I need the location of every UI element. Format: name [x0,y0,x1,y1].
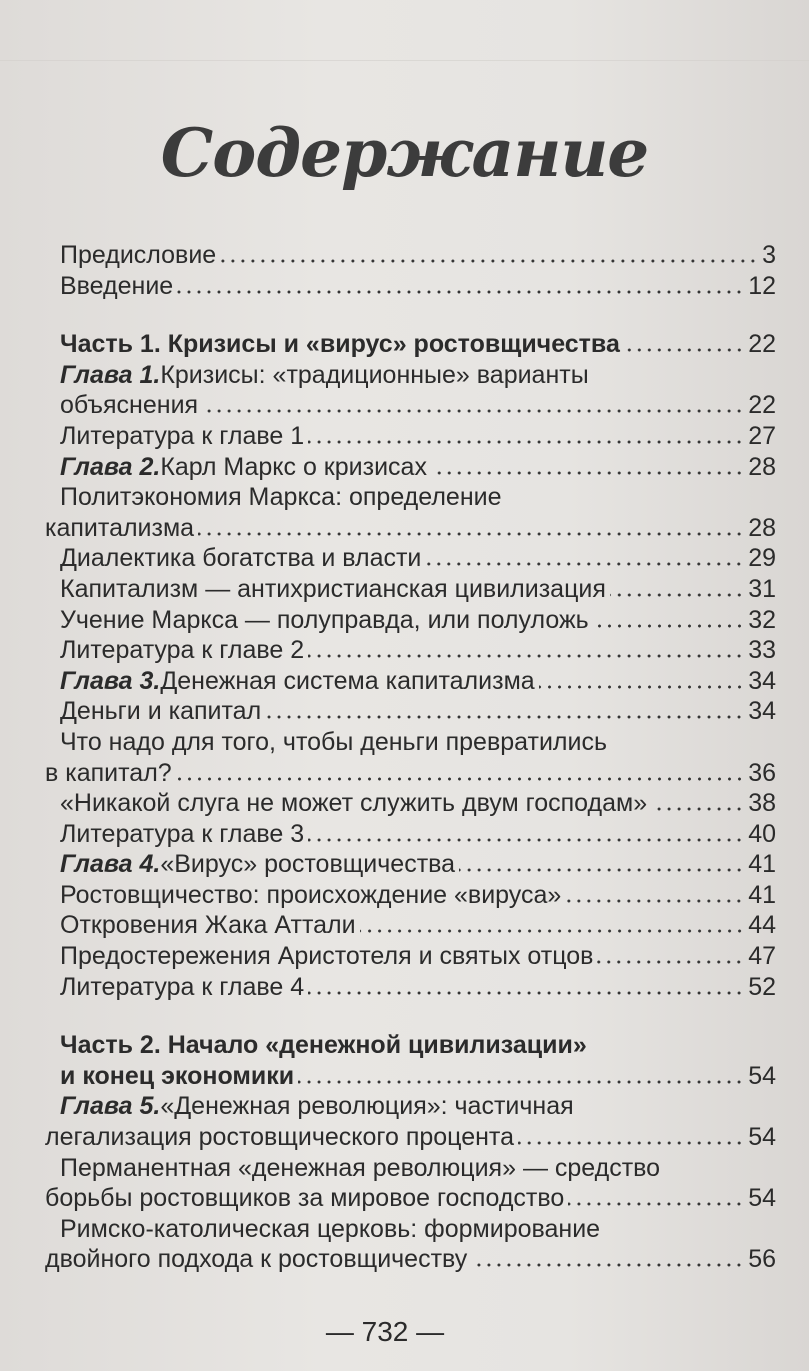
page-ref: 22 [748,391,776,420]
dot-leader [308,838,744,842]
toc-entry[interactable] [60,880,776,911]
dot-leader [459,868,744,872]
toc-entry[interactable] [60,452,776,483]
dot-leader [202,409,744,413]
toc-line [60,452,776,483]
toc-line [60,421,776,452]
entry-title: Политэкономия Маркса: определение [60,483,502,512]
toc-entry[interactable] [60,605,776,636]
entry-title: Римско-католическая церковь: формирование [60,1214,601,1243]
page-ref: 29 [748,544,776,573]
toc-entry[interactable] [60,421,776,452]
dot-leader [360,929,745,933]
entry-title: легализация ростовщического процента [45,1123,514,1152]
dot-leader [265,715,744,719]
page-ref: 56 [748,1245,776,1274]
entry-title: Откровения Жака Аттали [60,911,356,940]
toc-line [60,727,776,758]
entry-title: «Вирус» ростовщичества [160,850,456,879]
dot-leader [308,440,744,444]
dot-leader [431,471,744,475]
dot-leader [298,1080,744,1084]
entry-title: «Денежная революция»: частичная [160,1092,574,1121]
page-ref: 3 [762,241,776,269]
page-number: — 732 — [325,1316,445,1347]
toc-line [60,788,776,819]
dot-leader [539,685,745,689]
dot-leader [597,960,744,964]
page-ref: 33 [748,636,776,665]
toc-line [60,880,776,911]
page-ref: 22 [748,330,776,359]
dot-leader [198,532,744,536]
toc-line [60,972,776,1003]
entry-title: Денежная система капитализма [160,666,535,695]
dot-leader [593,624,744,628]
toc-line [45,513,776,544]
toc-line [60,666,776,697]
entry-title: Карл Маркс о кризисах [160,452,427,481]
toc-line [60,482,776,513]
page-ref: 34 [748,666,776,695]
toc-line [60,360,776,391]
entry-title: капитализма [45,513,195,542]
dot-leader [610,593,744,597]
page-ref: 40 [748,819,776,848]
dot-leader [471,1263,744,1267]
entry-title: Кризисы: «традиционные» варианты [160,360,589,389]
dot-leader [308,654,744,658]
toc-line [45,1122,776,1153]
toc-entry[interactable] [60,696,776,727]
bleed-through-header [0,20,809,61]
entry-title: Литература к главе 1 [60,421,305,450]
toc-entry[interactable] [60,543,776,574]
toc-entry[interactable] [60,1030,776,1091]
toc-line [60,605,776,636]
toc-line [60,849,776,880]
dot-leader [518,1141,744,1145]
toc-line [60,1153,776,1184]
page-ref: 34 [748,697,776,726]
entry-title: Литература к главе 4 [60,972,305,1001]
entry-title: Литература к главе 3 [60,819,305,848]
entry-title: объяснения [60,391,199,420]
toc-line [60,543,776,574]
page-ref: 54 [748,1184,776,1213]
page-ref: 31 [748,574,776,603]
toc-line [60,240,776,271]
toc-line [60,390,776,421]
toc-entry[interactable] [60,271,776,302]
page-ref: 41 [748,850,776,879]
page-ref: 12 [748,271,776,300]
entry-title: Предисловие [60,241,217,269]
toc-entry[interactable] [60,972,776,1003]
toc-line [60,910,776,941]
toc-line [45,1183,776,1214]
page-ref: 36 [748,758,776,787]
entry-title: Литература к главе 2 [60,636,305,665]
entry-title: Часть 2. Начало «денежной цивилизации» [60,1031,587,1060]
dot-leader [624,348,744,352]
toc-entry[interactable] [60,574,776,605]
toc-line [60,1091,776,1122]
page-ref: 47 [748,942,776,971]
chapter-label: Глава 2. [60,452,161,481]
entry-title: Введение [60,271,174,300]
dot-leader [568,1202,744,1206]
chapter-label: Глава 1. [60,360,161,389]
entry-title: Капитализм — антихристианская цивилизация [60,574,606,603]
dot-leader [177,290,744,294]
dot-leader [176,777,745,781]
chapter-label: Глава 5. [60,1092,161,1121]
toc-entry[interactable] [60,666,776,697]
toc-entry[interactable] [45,482,776,543]
page-ref: 27 [748,421,776,450]
toc-entry[interactable] [60,910,776,941]
page-ref: 28 [748,513,776,542]
toc-line [60,941,776,972]
toc-entry[interactable] [60,849,776,880]
entry-title: Учение Маркса — полуправда, или полуложь [60,605,589,634]
toc-line [60,1214,776,1245]
page-title: Содержание [160,114,649,193]
chapter-label: Глава 3. [60,666,161,695]
toc-line [60,329,776,360]
dot-leader [425,562,744,566]
toc-line [60,574,776,605]
entry-title: и конец экономики [60,1061,295,1090]
toc-line [60,271,776,302]
dot-leader [565,899,744,903]
toc-entry[interactable] [60,240,776,271]
toc-entry[interactable] [60,819,776,850]
toc-entry[interactable] [60,941,776,972]
toc-entry[interactable] [45,1091,776,1152]
page-ref: 54 [748,1123,776,1152]
toc-entry[interactable] [60,360,776,421]
entry-title: Деньги и капитал [60,697,262,726]
toc-line [45,758,776,789]
entry-title: Часть 1. Кризисы и «вирус» ростовщичества [60,330,620,359]
entry-title: Перманентная «денежная революция» — средство [60,1153,661,1182]
page-ref: 41 [748,880,776,909]
toc-entry[interactable] [60,635,776,666]
chapter-label: Глава 4. [60,850,161,879]
toc-line [60,635,776,666]
toc-line [60,819,776,850]
entry-title: двойного подхода к ростовщичеству [45,1245,468,1274]
toc-line [45,1244,776,1275]
dot-leader [651,807,744,811]
dot-leader [220,259,758,263]
toc-entry[interactable] [60,329,776,360]
toc-line [60,696,776,727]
page-ref: 54 [748,1061,776,1090]
toc-entry[interactable] [45,1214,776,1275]
toc-line [60,1030,776,1061]
dot-leader [308,991,744,995]
entry-title: борьбы ростовщиков за мировое господство [45,1184,565,1213]
section-gap [60,1002,776,1030]
entry-title: «Никакой слуга не может служить двум господам» [60,789,648,818]
entry-title: Что надо для того, чтобы деньги превратились [60,727,607,756]
toc-entry[interactable] [45,1153,776,1214]
page-ref: 32 [748,605,776,634]
entry-title: Предостережения Аристотеля и святых отцов [60,942,594,971]
table-of-contents [45,240,776,1275]
page-ref: 44 [748,911,776,940]
entry-title: в капитал? [45,758,172,787]
entry-title: Диалектика богатства и власти [60,544,422,573]
toc-entry[interactable] [45,727,776,788]
entry-title: Ростовщичество: происхождение «вируса» [60,880,562,909]
toc-line [60,1061,776,1092]
page-ref: 38 [748,789,776,818]
section-gap [60,301,776,329]
page-ref: 52 [748,972,776,1001]
page-ref: 28 [748,452,776,481]
toc-entry[interactable] [60,788,776,819]
